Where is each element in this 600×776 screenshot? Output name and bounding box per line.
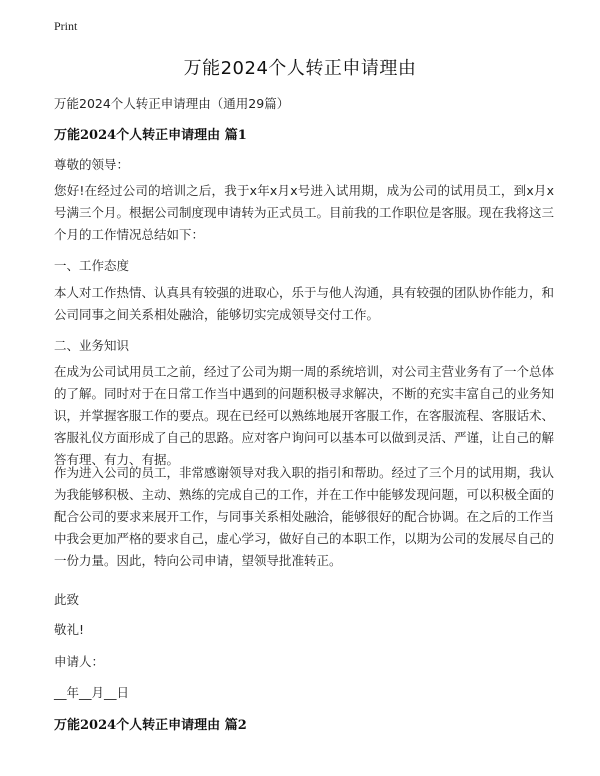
heading-work-attitude: 一、工作态度 [54, 258, 130, 273]
page-title: 万能2024个人转正申请理由 [183, 58, 417, 79]
heading-business-knowledge: 二、业务知识 [54, 338, 130, 353]
print-link[interactable]: Print [54, 19, 78, 33]
intro-paragraph: 您好!在经过公司的培训之后，我于x年x月x号进入试用期，成为公司的试用员工，到x月x号满三个月。根据公司制度现申请转为正式员工。目前我的工作职位是客服。现在我将这三个月的工作情况总结如下： [54, 183, 555, 242]
knowledge-paragraph: 在成为公司试用员工之前，经过了公司为期一周的系统培训，对公司主营业务有了一个总体的了解。同时对于在日常工作当中遇到的问题积极寻求解决，不断的充实丰富自己的业务知识，并掌握客服工作的要点。现在已经可以熟练地展开客服工作，在客服流程、客服话术、客服礼仪方面形成了自己的思路。应对客户询问可以基本可以做到灵活、严谨，让自己的解答有理、有力、有据。 [54, 364, 555, 467]
regards-line-1: 此致 [54, 592, 80, 607]
section-heading-2: 万能2024个人转正申请理由 篇2 [54, 718, 247, 733]
document-subtitle: 万能2024个人转正申请理由（通用29篇） [54, 96, 290, 111]
salutation: 尊敬的领导： [54, 157, 130, 172]
applicant-label: 申请人： [54, 654, 105, 669]
regards-line-2: 敬礼! [54, 622, 85, 637]
closing-paragraph: 作为进入公司的员工，非常感谢领导对我入职的指引和帮助。经过了三个月的试用期，我认为我能够积极、主动、熟练的完成自己的工作，并在工作中能够发现问题，可以积极全面的配合公司的要求来展开工作，与同事关系相处融洽，能够很好的配合协调。在之后的工作当中我会更加严格的要求自己，虚心学习，做好自己的本职工作，以期为公司的发展尽自己的一份力量。因此，特向公司申请，望领导批准转正。 [54, 465, 555, 568]
section-heading-1: 万能2024个人转正申请理由 篇1 [54, 128, 247, 143]
attitude-paragraph: 本人对工作热情、认真具有较强的进取心，乐于与他人沟通，具有较强的团队协作能力，和公司同事之间关系相处融洽，能够切实完成领导交付工作。 [54, 285, 555, 322]
date-line: __年__月__日 [54, 685, 130, 700]
